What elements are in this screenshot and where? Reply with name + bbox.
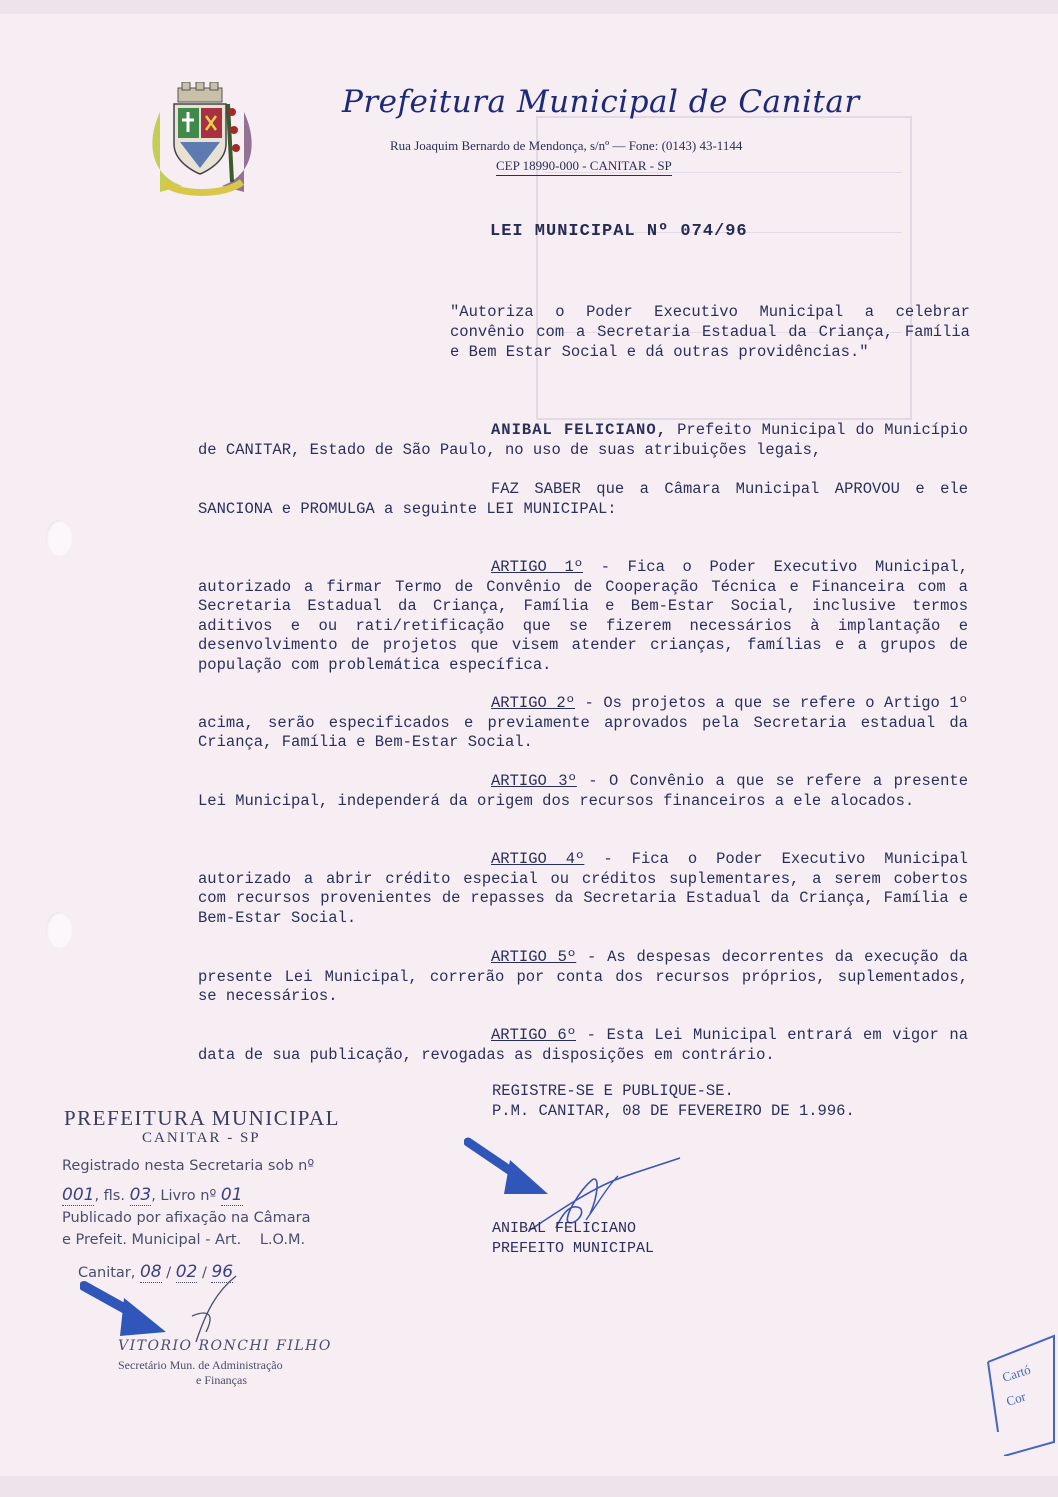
registration-number: 001 (62, 1185, 95, 1205)
registration-line-4-text: e Prefeit. Municipal - Art. (62, 1232, 242, 1248)
article-label: ARTIGO 5º (491, 948, 577, 966)
preamble (198, 421, 968, 460)
punch-hole-top (46, 520, 72, 556)
place-date-line: P.M. CANITAR, 08 DE FEVEREIRO DE 1.996. (492, 1102, 855, 1120)
register-publish-line: REGISTRE-SE E PUBLIQUE-SE. (492, 1082, 734, 1100)
registration-stamp-subtitle: CANITAR - SP (142, 1130, 261, 1146)
registration-stamp-title: PREFEITURA MUNICIPAL (64, 1106, 341, 1130)
livro-label: , Livro nº (151, 1188, 217, 1204)
article-text: - As despesas decorrentes da execução da presente Lei Municipal, correrão por conta dos recursos próprios, suplementados, se necessários. (198, 948, 968, 1006)
preamble-text: Prefeito Municipal do Município de CANITAR, Estado de São Paulo, no uso de suas atribuições legais, (198, 421, 968, 459)
article-3 (198, 772, 968, 811)
svg-text:Cor: Cor (1004, 1388, 1028, 1409)
signer-name: ANIBAL FELICIANO (492, 1220, 637, 1237)
enactment-clause (198, 480, 968, 519)
law-title: LEI MUNICIPAL Nº 074/96 (490, 222, 748, 241)
article-label: ARTIGO 4º (491, 850, 585, 868)
registration-line-2 (62, 1185, 392, 1205)
header-title: Prefeitura Municipal de Canitar (342, 84, 860, 120)
article-text: - Os projetos a que se refere o Artigo 1º acima, serão especificados e previamente aprovados pela Secretaria estadual da Criança, Família e Bem-Estar Social. (198, 694, 968, 752)
date-month: 02 (175, 1262, 198, 1282)
svg-text:Cartó: Cartó (1000, 1361, 1033, 1385)
secretary-role-line-1: Secretário Mun. de Administração (118, 1358, 283, 1372)
closing-block (492, 1081, 912, 1121)
article-6 (198, 1026, 968, 1065)
fls-label: , fls. (94, 1188, 125, 1204)
secretary-role-line-2: e Finanças (196, 1373, 247, 1387)
article-label: ARTIGO 6º (491, 1026, 577, 1044)
corner-stamp-fragment-icon (984, 1332, 1058, 1456)
article-text: - Fica o Poder Executivo Municipal, autorizado a firmar Termo de Convênio de Cooperação Técnica e Financeira com a Secretaria Estadual da Criança, Família e Bem-Estar Social, inclusive termos aditivos e ou rati/retificação que se fizerem necessários à implantação e desenvolvimento de projetos que visem atender crianças, famílias e a grupos de população com problemática específica. (198, 558, 968, 674)
secretary-name: VITORIO RONCHI FILHO (118, 1338, 332, 1354)
fls-number: 03 (129, 1185, 152, 1205)
registration-date: Canitar, 08 / 02 / 96 (78, 1262, 234, 1282)
enactment-text: FAZ SABER que a Câmara Municipal APROVOU e ele SANCIONA e PROMULGA a seguinte LEI MUNICIPAL: (198, 480, 968, 518)
registration-law-ref: L.O.M. (259, 1232, 306, 1248)
article-label: ARTIGO 1º (491, 558, 584, 576)
page-edge-bottom (0, 1476, 1058, 1497)
article-2 (198, 694, 968, 753)
secretary-role (118, 1358, 378, 1388)
article-5 (198, 948, 968, 1007)
article-text: - Esta Lei Municipal entrará em vigor na data de sua publicação, revogadas as disposições em contrário. (198, 1026, 968, 1064)
date-year: 96 (211, 1262, 234, 1282)
registration-line-3: Publicado por afixação na Câmara (62, 1210, 311, 1226)
article-4 (198, 850, 968, 928)
article-text: - O Convênio a que se refere a presente Lei Municipal, independerá da origem dos recursos financeiros a ele alocados. (198, 772, 969, 810)
signer-role: PREFEITO MUNICIPAL (492, 1240, 655, 1257)
article-text: - Fica o Poder Executivo Municipal autorizado a abrir crédito especial ou créditos suplementares, a serem cobertos com recursos provenientes de repasses da Secretaria Estadual da Criança, Família e Bem-Estar Social. (198, 850, 968, 927)
coat-of-arms-icon (140, 82, 264, 200)
livro-number: 01 (220, 1185, 243, 1205)
registration-line-1: Registrado nesta Secretaria sob nº (62, 1158, 315, 1174)
article-label: ARTIGO 3º (491, 772, 577, 790)
registration-line-4 (62, 1232, 392, 1248)
header-address: Rua Joaquim Bernardo de Mendonça, s/nº — Fone: (0143) 43-1144 (390, 138, 743, 153)
page-edge-top (0, 0, 1058, 14)
article-label: ARTIGO 2º (491, 694, 575, 712)
signature-block (492, 1219, 732, 1259)
date-label: Canitar, (78, 1265, 136, 1281)
date-day: 08 (139, 1262, 162, 1282)
header-cep: CEP 18990-000 - CANITAR - SP (496, 158, 672, 176)
article-1 (198, 558, 968, 676)
arrow-marker-icon (80, 1280, 172, 1340)
mayor-name: ANIBAL FELICIANO, (491, 421, 667, 439)
punch-hole-bottom (46, 912, 72, 948)
law-summary: "Autoriza o Poder Executivo Municipal a celebrar convênio com a Secretaria Estadual da Criança, Família e Bem Estar Social e dá outras providências." (450, 303, 970, 361)
